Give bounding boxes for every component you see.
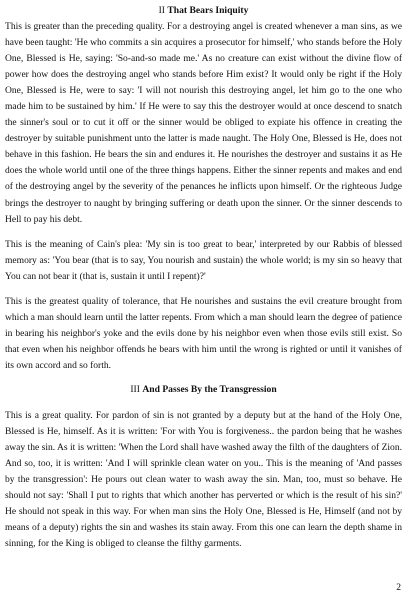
page-number: 2 [396, 582, 401, 593]
body-paragraph-4: This is a great quality. For pardon of sin is not granted by a deputy but at the hand of the Holy One, Blessed is He, himself. As it is written: 'For with You is forgiveness.. the pardon being that he washes away the sin. As it is written: 'When the Lord shall have washed away the filth of the daughters of Zion. And so, too, it is written: 'And I will sprinkle clean water on you.. This is the meaning of 'And passes by the transgression': He pours out clean water to wash away the sin. Man, too, must so behave. He should not say: 'Shall I put to rights that which another has perverted or which is the result of his sin?' He should not speak in this way. For when man sins the Holy One, Blessed is He, Himself (and not by means of a deputy) rights the sin and washes its stain away. From this one can learn the depth shame in sinning, for the King is obliged to cleanse the filthy garments. [5, 409, 402, 550]
section-heading-three [5, 383, 402, 396]
body-paragraph-3: This is the greatest quality of tolerance, that He nourishes and sustains the evil creature brought from which a man should learn until the latter repents. From which a man should learn the degree of patience in bearing his neighbor's yoke and the evils done by his neighbor even when those evils still exist. So that even when his neighbor offends he bears with him until the wrong is righted or until it vanishes of its own accord and so forth. [5, 295, 402, 371]
body-paragraph-2: This is the meaning of Cain's plea: 'My sin is too great to bear,' interpreted by our Rabbis of blessed memory as: 'You bear (that is to say, You nourish and sustain) the whole world; is my sin so heavy that You can not bear it (that is, sustain it until I repent)?' [5, 238, 402, 282]
body-paragraph-1: This is greater than the preceding quality. For a destroying angel is created whenever a man sins, as we have been taught: 'He who commits a sin acquires a prosecutor for himself,' who stands before the Holy One, Blessed is He, saying: 'So-and-so made me.' As no creature can exist without the divine flow of power how does the destroying angel who stands before Him exist? It would only be right if the Holy One, Blessed is He, were to say: 'I will not nourish this destroying angel, let him go to the one who made him to be sustained by him.' If He were to say this the destroyer would at once descend to snatch the sinner's soul or to cut it off or the sinner would be obliged to expiate his offence in creating the destroyer by suitable punishment unto the latter is made naught. The Holy One, Blessed is He, does not behave in this fashion. He bears the sin and endures it. He nourishes the destroyer and sustains it as He does the whole world until one of the three things happens. Either the sinner repents and makes and end of the destroying angel by the severity of the penances he inflicts upon himself. Or the righteous Judge brings the destroyer to naught by bringing suffering or death upon the sinner. Or the sinner descends to Hell to pay his debt. [5, 21, 402, 225]
section-title: And Passes By the Transgression [142, 383, 277, 395]
section-heading-two [5, 4, 402, 17]
section-number: III [130, 383, 140, 395]
section-number: II [158, 5, 165, 16]
section-title: That Bears Iniquity [167, 5, 249, 16]
